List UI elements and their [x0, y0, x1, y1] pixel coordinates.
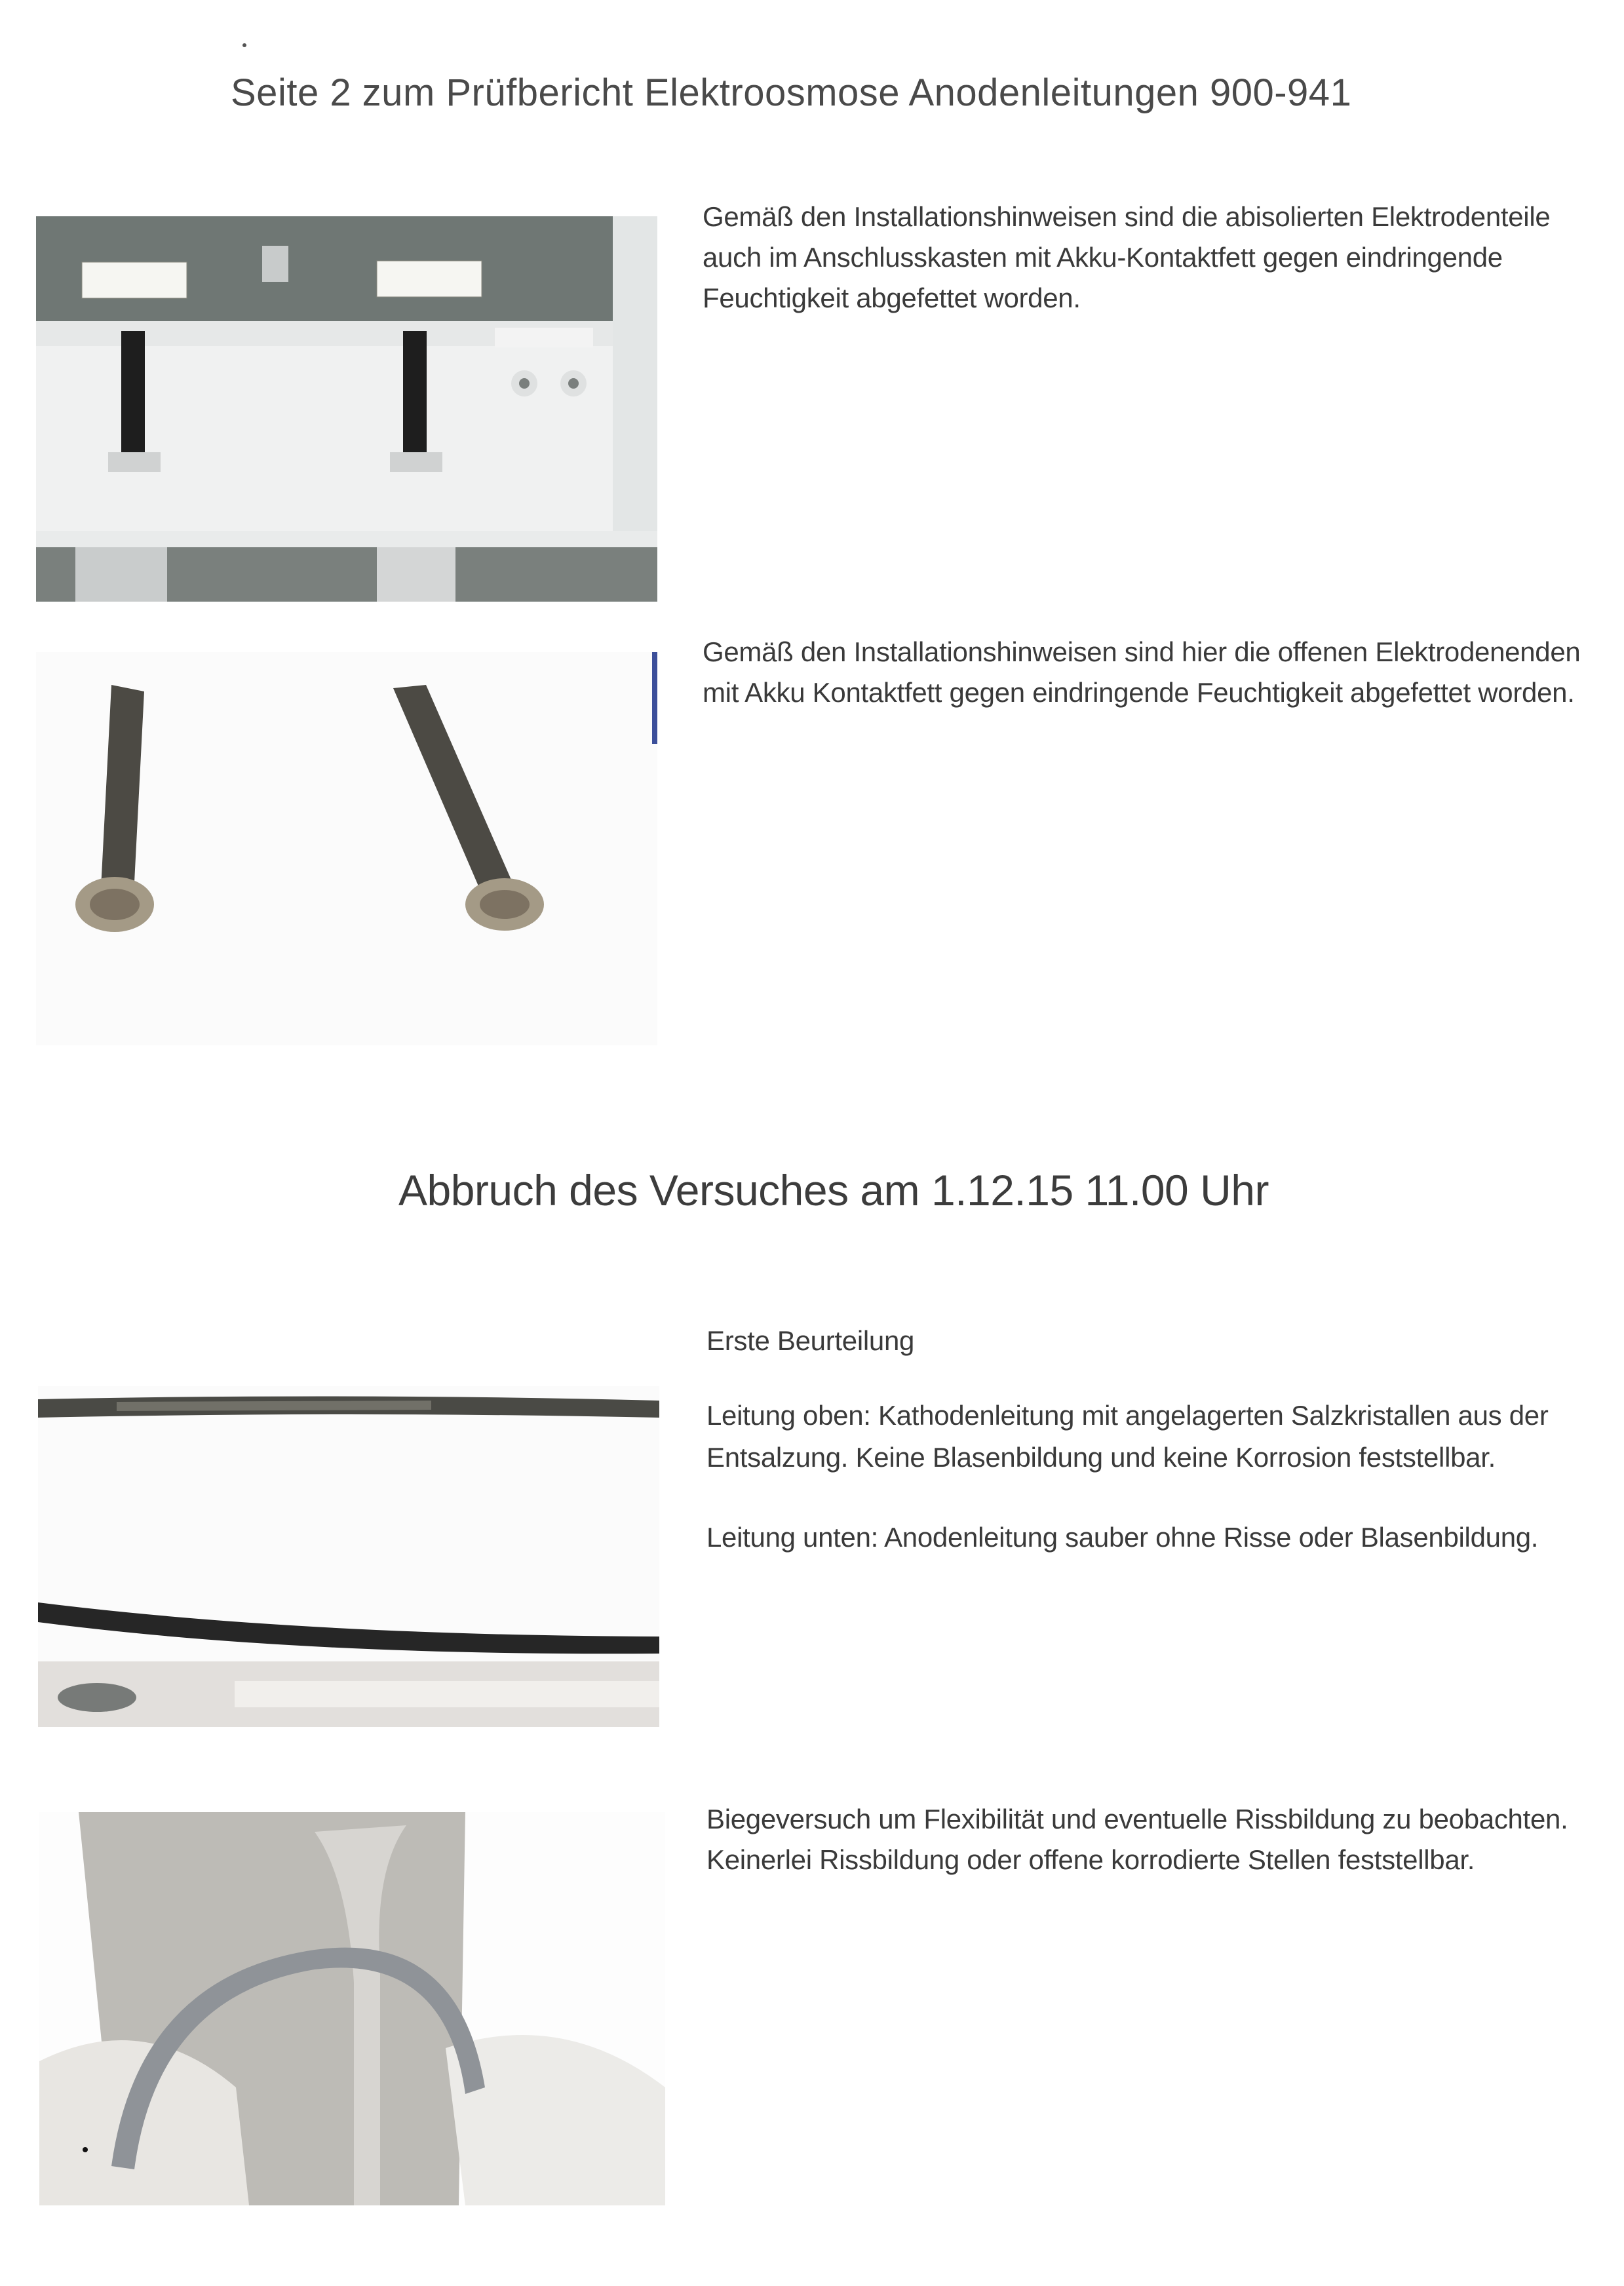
bending-test-description: Biegeversuch um Flexibilität und eventuelle Rissbildung zu beobachten. Keinerlei Rissbildung oder offene korrodierte Stellen feststellbar. — [706, 1804, 1568, 1875]
cables-comparison-photo — [38, 1386, 659, 1727]
bending-test-photo — [39, 1812, 665, 2205]
assessment-bottom-cable: Leitung unten: Anodenleitung sauber ohne Risse oder Blasenbildung. — [706, 1522, 1539, 1553]
junction-box-description: Gemäß den Installationshinweisen sind die abisolierten Elektrodenteile auch im Anschlusskasten mit Akku-Kontaktfett gegen eindringende Feuchtigkeit abgefettet worden. — [703, 201, 1551, 313]
electrode-ends-description: Gemäß den Installationshinweisen sind hier die offenen Elektrodenenden mit Akku Kontaktfett gegen eindringende Feuchtigkeit abgefettet worden. — [703, 636, 1581, 708]
assessment-heading: Erste Beurteilung — [706, 1325, 915, 1356]
scan-speck — [242, 43, 246, 47]
page-title: Seite 2 zum Prüfbericht Elektroosmose Anodenleitungen 900-941 — [231, 71, 1352, 114]
assessment-top-cable: Leitung oben: Kathodenleitung mit angelagerten Salzkristallen aus der Entsalzung. Keine Blasenbildung und keine Korrosion feststellbar. — [706, 1400, 1549, 1473]
section-title: Abbruch des Versuches am 1.12.15 11.00 Uhr — [398, 1166, 1269, 1214]
junction-box-photo — [36, 216, 657, 602]
electrode-ends-photo — [36, 652, 657, 1045]
